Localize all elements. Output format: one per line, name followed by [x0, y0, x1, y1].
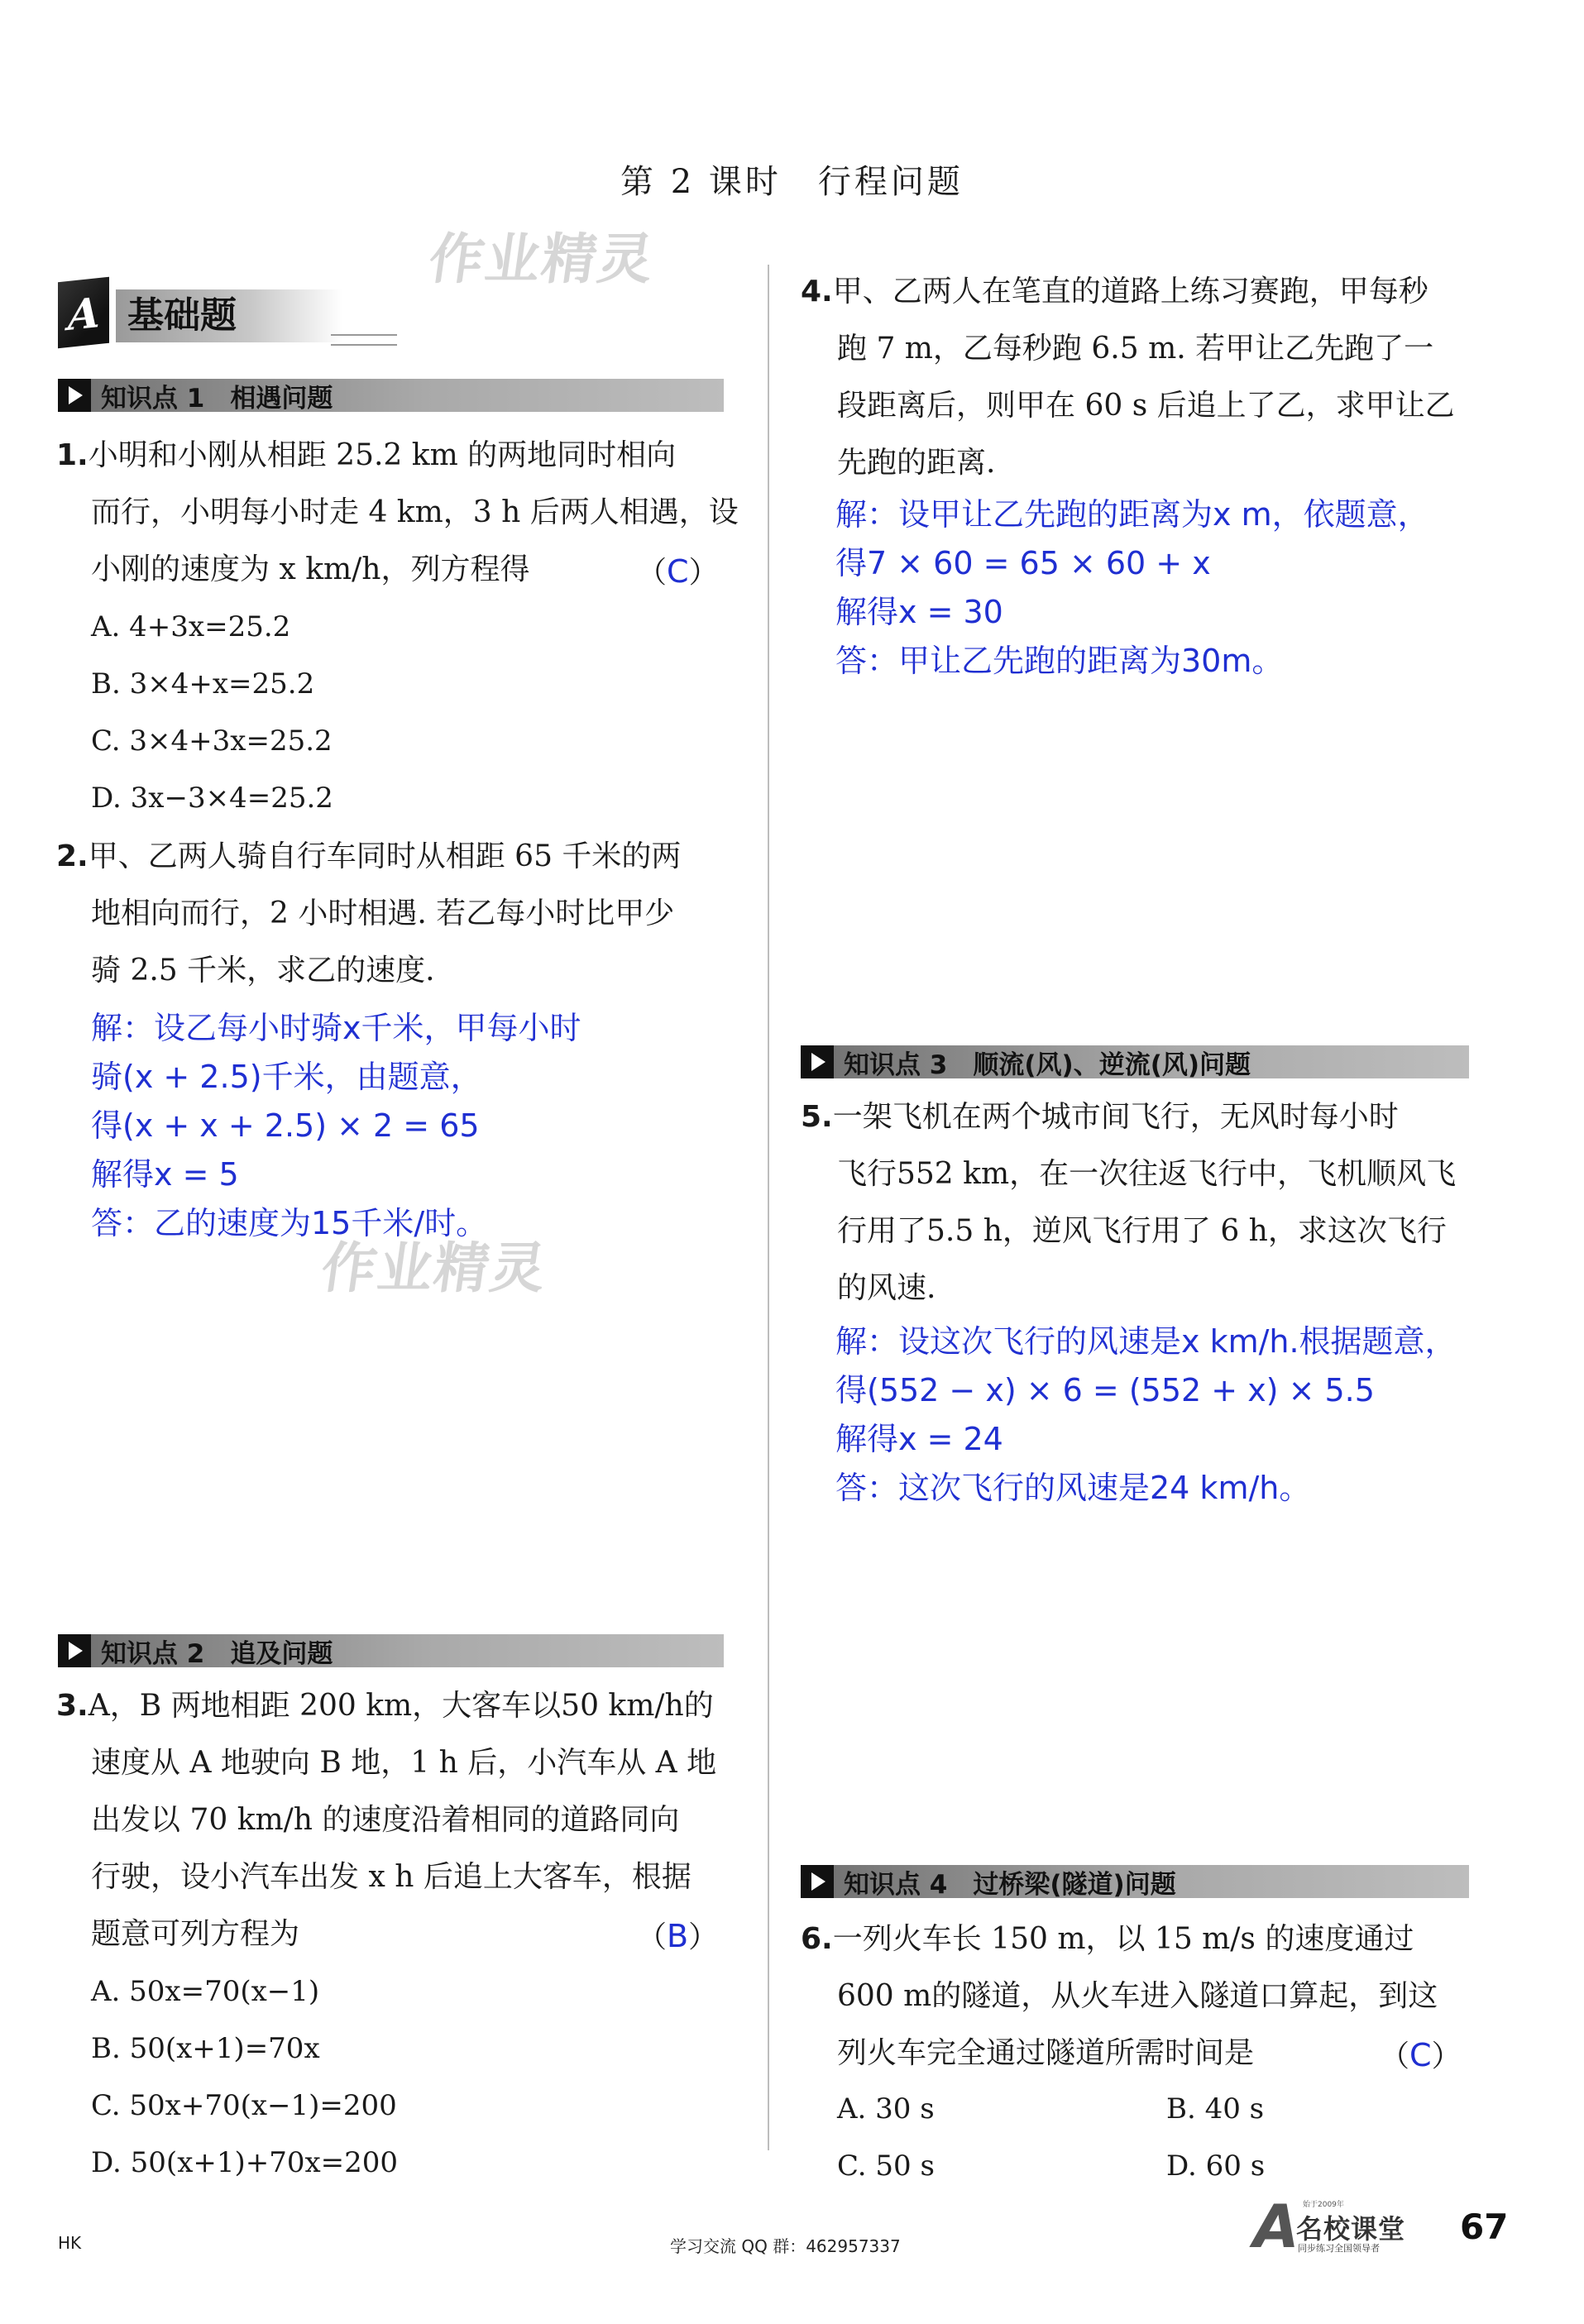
watermark: 作业精灵 — [317, 1236, 552, 1300]
page-number: 67 — [1460, 2207, 1509, 2247]
column-divider — [768, 265, 769, 2150]
solution-line: 解：设甲让乙先跑的距离为x m，依题意， — [835, 496, 1429, 533]
question-number: 2. — [56, 839, 89, 873]
knowledge-point-header: 知识点 4 过桥梁(隧道)问题 — [801, 1865, 1469, 1898]
logo-a-icon: A — [1253, 2192, 1299, 2261]
option: C. 3×4+3x=25.2 — [91, 724, 333, 758]
logo-tagline: 同步练习全国领导者 — [1298, 2243, 1380, 2254]
option: C. 50 s — [837, 2149, 935, 2183]
question-6-line: 600 m的隧道，从火车进入隧道口算起，到这 — [837, 1979, 1438, 2013]
option: B. 50(x+1)=70x — [91, 2032, 320, 2065]
solution-line: 得(x + x + 2.5) × 2 = 65 — [91, 1107, 480, 1144]
knowledge-point-header: 知识点 3 顺流(风)、逆流(风)问题 — [801, 1045, 1469, 1078]
option: D. 3x−3×4=25.2 — [91, 782, 333, 815]
question-3-line: 出发以 70 km/h 的速度沿着相同的道路同向 — [91, 1803, 680, 1837]
question-4-line: 4.甲、乙两人在笔直的道路上练习赛跑，甲每秒 — [801, 275, 1428, 308]
solution-line: 答：乙的速度为15千米/时。 — [91, 1205, 488, 1241]
publisher-logo — [1253, 2192, 1443, 2261]
question-3-line: 3.A，B 两地相距 200 km，大客车以50 km/h的 — [56, 1689, 714, 1723]
question-number: 6. — [801, 1922, 833, 1956]
solution-line: 解得x = 24 — [835, 1421, 1003, 1457]
question-number: 3. — [56, 1689, 89, 1723]
knowledge-point-header: 知识点 1 相遇问题 — [58, 379, 724, 412]
option: A. 4+3x=25.2 — [91, 610, 291, 643]
option: B. 40 s — [1166, 2092, 1265, 2126]
solution-line: 解：设乙每小时骑x千米，甲每小时 — [91, 1010, 581, 1046]
question-5-line: 飞行552 km，在一次往返飞行中，飞机顺风飞 — [837, 1157, 1457, 1191]
question-5-line: 行用了5.5 h，逆风飞行用了 6 h，求这次飞行 — [837, 1214, 1447, 1248]
answer-bracket: （C） — [637, 553, 719, 590]
section-header — [58, 273, 339, 356]
question-5-line: 5.一架飞机在两个城市间飞行，无风时每小时 — [801, 1100, 1399, 1134]
play-arrow-icon — [801, 1865, 834, 1898]
question-5-line: 的风速. — [837, 1271, 936, 1305]
logo-text: 名校课堂 — [1296, 2213, 1406, 2245]
question-4-line: 跑 7 m，乙每秒跑 6.5 m. 若甲让乙先跑了一 — [837, 332, 1434, 366]
question-3-line: 速度从 A 地驶向 B 地，1 h 后，小汽车从 A 地 — [91, 1746, 717, 1780]
choice-answer: B — [667, 1918, 689, 1954]
page-title: 第 2 课时 行程问题 — [620, 163, 964, 201]
question-1-line: 而行，小明每小时走 4 km，3 h 后两人相遇，设 — [91, 495, 739, 529]
option: B. 3×4+x=25.2 — [91, 667, 315, 701]
question-4-line: 段距离后，则甲在 60 s 后追上了乙，求甲让乙 — [837, 389, 1455, 423]
option: C. 50x+70(x−1)=200 — [91, 2089, 397, 2122]
solution-line: 骑(x + 2.5)千米，由题意， — [91, 1059, 482, 1095]
logo-small-text: 始于2009年 — [1303, 2201, 1344, 2209]
footer-edition: HK — [58, 2233, 82, 2253]
question-1-line: 1.小明和小刚从相距 25.2 km 的两地同时相向 — [56, 438, 677, 472]
watermark: 作业精灵 — [424, 227, 659, 291]
option: A. 30 s — [837, 2092, 935, 2126]
solution-line: 解得x = 30 — [835, 594, 1003, 630]
question-6-line: 列火车完全通过隧道所需时间是 — [837, 2036, 1255, 2070]
answer-bracket: （B） — [637, 1918, 719, 1954]
decor-lines — [331, 334, 397, 346]
question-number: 5. — [801, 1100, 833, 1134]
question-2-line: 地相向而行，2 小时相遇. 若乙每小时比甲少 — [91, 897, 675, 930]
option: A. 50x=70(x−1) — [91, 1975, 320, 2008]
section-label: 基础题 — [116, 289, 342, 342]
question-number: 4. — [801, 275, 833, 308]
choice-answer: C — [667, 553, 689, 590]
question-2-line: 2.甲、乙两人骑自行车同时从相距 65 千米的两 — [56, 839, 682, 873]
question-3-line: 行驶，设小汽车出发 x h 后追上大客车，根据 — [91, 1860, 692, 1894]
play-arrow-icon — [58, 379, 91, 412]
answer-bracket: （C） — [1380, 2037, 1462, 2073]
solution-line: 解：设这次飞行的风速是x km/h.根据题意， — [835, 1323, 1457, 1360]
option: D. 60 s — [1166, 2149, 1266, 2183]
play-arrow-icon — [801, 1045, 834, 1078]
solution-line: 答：甲让乙先跑的距离为30m。 — [835, 643, 1284, 679]
solution-line: 解得x = 5 — [91, 1156, 239, 1193]
solution-line: 得(552 − x) × 6 = (552 + x) × 5.5 — [835, 1372, 1375, 1408]
option: D. 50(x+1)+70x=200 — [91, 2146, 399, 2179]
question-2-line: 骑 2.5 千米，求乙的速度. — [91, 954, 435, 987]
knowledge-point-header: 知识点 2 追及问题 — [58, 1634, 724, 1667]
question-1-line: 小刚的速度为 x km/h，列方程得 — [91, 552, 530, 586]
section-letter-badge: A — [58, 277, 109, 349]
question-number: 1. — [56, 438, 89, 472]
play-arrow-icon — [58, 1634, 91, 1667]
footer-qq-group: 学习交流 QQ 群：462957337 — [670, 2236, 901, 2256]
solution-line: 得7 × 60 = 65 × 60 + x — [835, 545, 1211, 581]
question-6-line: 6.一列火车长 150 m，以 15 m/s 的速度通过 — [801, 1922, 1414, 1956]
solution-line: 答：这次飞行的风速是24 km/h。 — [835, 1470, 1311, 1506]
question-4-line: 先跑的距离. — [837, 446, 996, 480]
choice-answer: C — [1409, 2037, 1432, 2073]
question-3-line: 题意可列方程为 — [91, 1917, 300, 1951]
